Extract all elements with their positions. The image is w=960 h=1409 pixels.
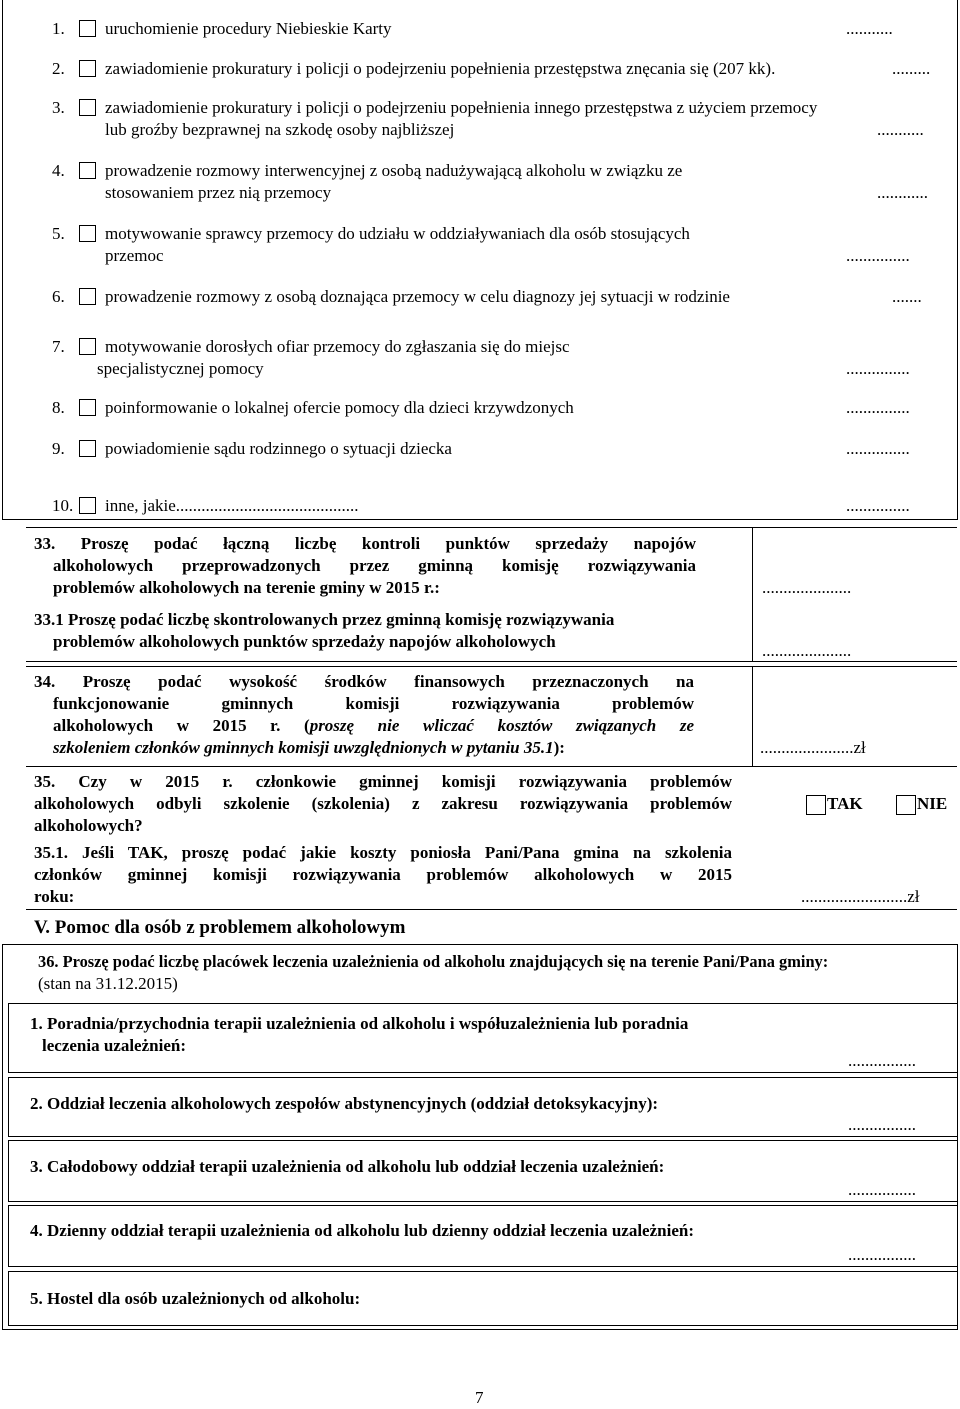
action-item	[52, 18, 65, 40]
question-34-line: funkcjonowanie gminnych komisji rozwiązywania problemów	[53, 694, 694, 713]
divider	[26, 766, 957, 767]
action-checkbox[interactable]	[79, 440, 96, 457]
facility-answer[interactable]: ................	[848, 1051, 916, 1070]
answer-yes-checkbox[interactable]	[806, 795, 826, 815]
question-34-answer[interactable]: ......................zł	[760, 738, 866, 757]
frame-left-top	[2, 0, 3, 519]
action-dots: ...........	[877, 120, 924, 139]
facility-label: 4. Dzienny oddział terapii uzależnienia od alkoholu lub dzienny oddział leczenia uzależnień:	[30, 1221, 694, 1240]
question-33-line: alkoholowych przeprowadzonych przez gminną komisję rozwiązywania	[53, 556, 696, 575]
facility-label: 3. Całodobowy oddział terapii uzależnienia od alkoholu lub oddział leczenia uzależnień:	[30, 1157, 665, 1176]
question-35-line: alkoholowych odbyli szkolenie (szkolenia) z zakresu rozwiązywania problemów	[34, 794, 732, 813]
question-36-title: 36. Proszę podać liczbę placówek leczenia uzależnienia od alkoholu znajdujących się na terenie Pani/Pana gminy:	[38, 952, 829, 971]
divider	[26, 909, 957, 910]
question-34-line: alkoholowych w 2015 r. (proszę nie wliczać kosztów związanych ze	[53, 716, 695, 735]
action-label: poinformowanie o lokalnej ofercie pomocy dla dzieci krzywdzonych	[105, 398, 574, 417]
action-dots: ...........	[846, 19, 893, 38]
action-checkbox[interactable]	[79, 162, 96, 179]
action-label-cont: lub groźby bezprawnej na szkodę osoby najbliższej	[105, 120, 455, 139]
facility-answer[interactable]: ................	[848, 1115, 916, 1134]
answer-yes-label: TAK	[827, 794, 863, 813]
action-dots: .........	[892, 59, 931, 78]
action-checkbox[interactable]	[79, 497, 96, 514]
action-dots: ...............	[846, 439, 910, 458]
facility-label-cont: leczenia uzależnień:	[42, 1036, 186, 1055]
action-number: 7.	[52, 337, 65, 356]
question-35-line: alkoholowych?	[34, 816, 143, 835]
action-label: inne, jakie...........................................	[105, 496, 359, 515]
action-label: uruchomienie procedury Niebieskie Karty	[105, 19, 392, 38]
column-divider	[752, 527, 753, 661]
action-number: 4.	[52, 161, 65, 180]
action-dots: ...............	[846, 359, 910, 378]
action-checkbox[interactable]	[79, 288, 96, 305]
action-dots: ...............	[846, 398, 910, 417]
column-divider	[752, 666, 753, 766]
action-checkbox[interactable]	[79, 225, 96, 242]
question-33-1-line: 33.1 Proszę podać liczbę skontrolowanych przez gminną komisję rozwiązywania	[34, 610, 615, 629]
action-number: 2.	[52, 59, 65, 78]
facility-label: 5. Hostel dla osób uzależnionych od alkoholu:	[30, 1289, 361, 1308]
facility-label: 1. Poradnia/przychodnia terapii uzależnienia od alkoholu i współuzależnienia lub poradnia	[30, 1014, 689, 1033]
section-heading: V. Pomoc dla osób z problemem alkoholowym	[34, 917, 406, 938]
action-label: prowadzenie rozmowy interwencyjnej z osobą nadużywającą alkoholu w związku ze	[105, 161, 683, 180]
answer-no-label: NIE	[917, 794, 948, 813]
action-checkbox[interactable]	[79, 20, 96, 37]
action-label: motywowanie sprawcy przemocy do udziału w oddziaływaniach dla osób stosujących	[105, 224, 690, 243]
question-35-line: 35. Czy w 2015 r. członkowie gminnej komisji rozwiązywania problemów	[34, 772, 732, 791]
action-number: 9.	[52, 439, 65, 458]
action-number: 5.	[52, 224, 65, 243]
action-number: 6.	[52, 287, 65, 306]
question-35-1-answer[interactable]: .........................zł	[801, 887, 920, 906]
action-dots: .......	[892, 287, 922, 306]
question-35-1-line: 35.1. Jeśli TAK, proszę podać jakie koszty poniosła Pani/Pana gmina na szkolenia	[34, 843, 732, 862]
action-number: 1.	[52, 19, 65, 38]
divider	[2, 519, 958, 520]
action-checkbox[interactable]	[79, 99, 96, 116]
action-number: 8.	[52, 398, 65, 417]
question-34-line: szkoleniem członków gminnych komisji uwzględnionych w pytaniu 35.1):	[53, 738, 565, 757]
action-label: zawiadomienie prokuratury i policji o podejrzeniu popełnienia przestępstwa znęcania się (207 kk).	[105, 59, 776, 78]
action-label-cont: przemoc	[105, 246, 164, 265]
action-label: prowadzenie rozmowy z osobą doznająca przemocy w celu diagnozy jej sytuacji w rodzinie	[105, 287, 730, 306]
divider	[26, 661, 957, 662]
action-checkbox[interactable]	[79, 399, 96, 416]
divider	[26, 527, 957, 528]
question-33-1-line: problemów alkoholowych punktów sprzedaży napojów alkoholowych	[53, 632, 556, 651]
action-dots: ............	[877, 183, 928, 202]
facility-answer[interactable]: ................	[848, 1245, 916, 1264]
question-35-1-line: członków gminnej komisji rozwiązywania problemów alkoholowych w 2015	[34, 865, 732, 884]
frame-right-top	[957, 0, 958, 519]
action-label-cont: stosowaniem przez nią przemocy	[105, 183, 332, 202]
question-34-line: 34. Proszę podać wysokość środków finansowych przeznaczonych na	[34, 672, 694, 691]
question-35-1-line: roku:	[34, 887, 75, 906]
question-36-subtitle: (stan na 31.12.2015)	[38, 974, 178, 993]
action-dots: ...............	[846, 496, 910, 515]
action-checkbox[interactable]	[79, 60, 96, 77]
action-number: 3.	[52, 98, 65, 117]
question-33-line: 33. Proszę podać łączną liczbę kontroli punktów sprzedaży napojów	[34, 534, 696, 553]
question-33-line: problemów alkoholowych na terenie gminy w 2015 r.:	[53, 578, 440, 597]
action-label-cont: specjalistycznej pomocy	[97, 359, 264, 378]
answer-no-checkbox[interactable]	[896, 795, 916, 815]
question-33-answer[interactable]: .....................	[762, 578, 852, 597]
action-checkbox[interactable]	[79, 338, 96, 355]
action-number: 10.	[52, 496, 74, 515]
action-label: motywowanie dorosłych ofiar przemocy do zgłaszania się do miejsc	[105, 337, 570, 356]
question-33-1-answer[interactable]: .....................	[762, 641, 852, 660]
action-dots: ...............	[846, 246, 910, 265]
page-number: 7	[475, 1388, 484, 1407]
action-label: zawiadomienie prokuratury i policji o podejrzeniu popełnienia innego przestępstwa z użyciem przemocy	[105, 98, 818, 117]
facility-answer[interactable]: ................	[848, 1180, 916, 1199]
facility-label: 2. Oddział leczenia alkoholowych zespołów abstynencyjnych (oddział detoksykacyjny):	[30, 1094, 659, 1113]
action-label: powiadomienie sądu rodzinnego o sytuacji dziecka	[105, 439, 452, 458]
divider	[26, 666, 957, 667]
